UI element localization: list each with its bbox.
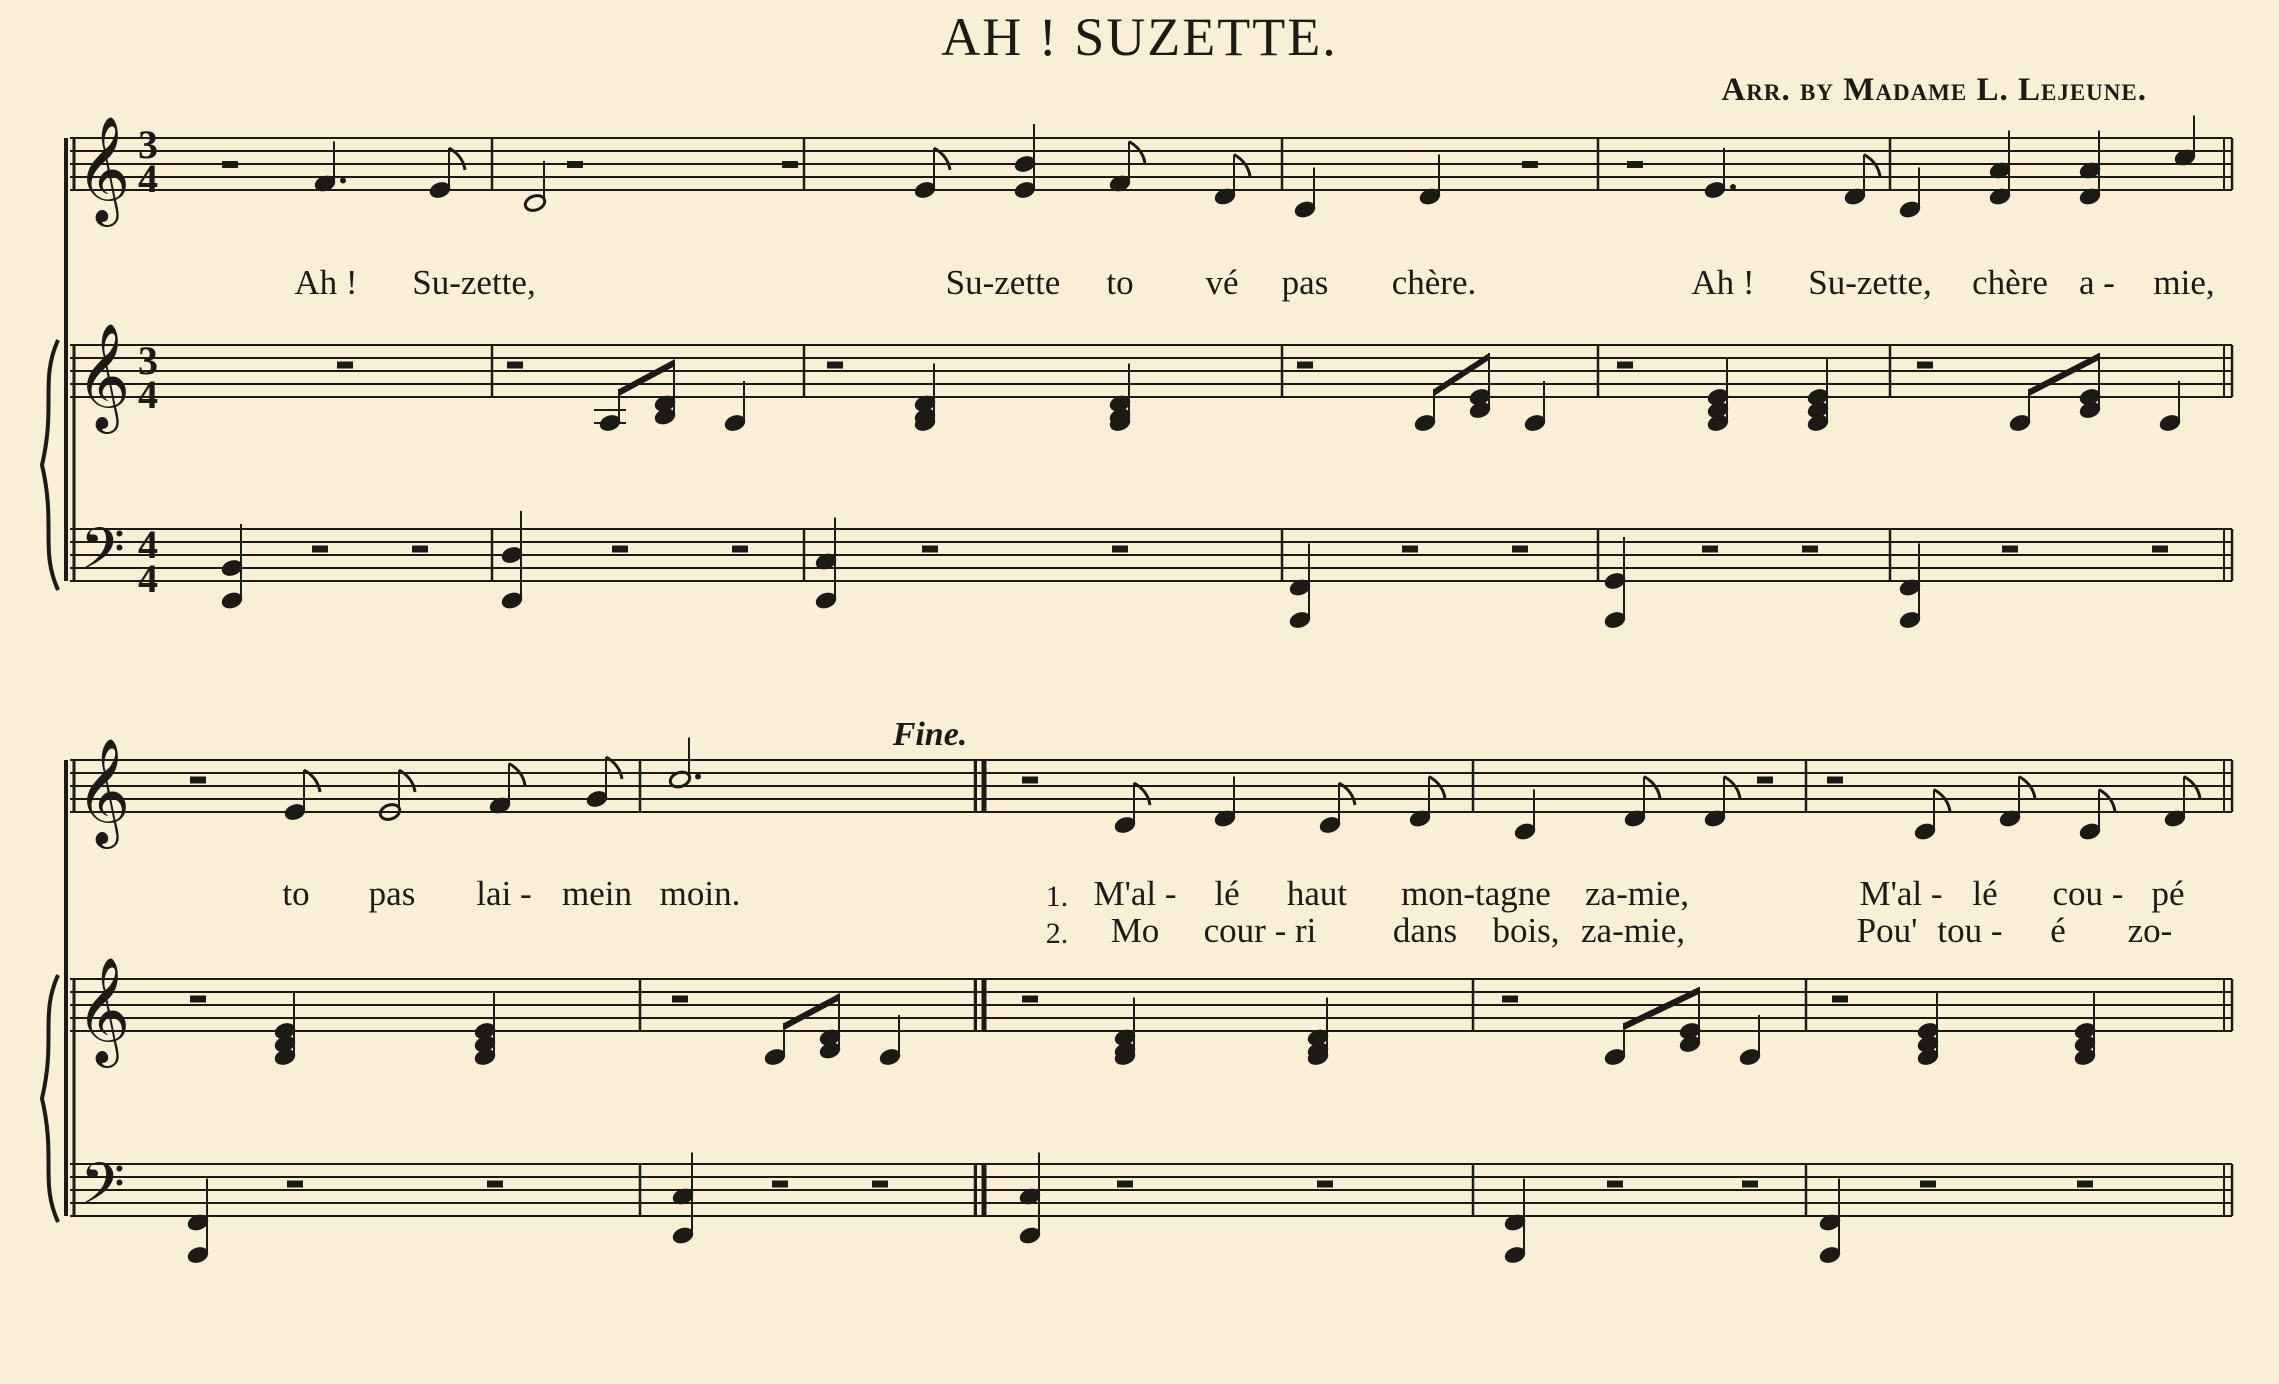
lyric: haut	[1286, 874, 1348, 913]
bass-clef-icon: 𝄢	[80, 1150, 126, 1232]
lyric: pas	[368, 874, 416, 913]
piano-treble-time-signature: 3 4	[138, 338, 158, 417]
lyric: lé	[1972, 874, 1998, 913]
note-flag	[1724, 777, 1740, 799]
lyric: to	[1106, 263, 1134, 302]
lyric: tou -	[1937, 911, 2003, 950]
beam	[1624, 987, 1699, 1030]
brace-icon	[42, 340, 58, 590]
verse-number: 1.	[1045, 880, 1069, 913]
arranger-credit: Arr. by Madame L. Lejeune.	[1721, 72, 2147, 108]
rest	[1112, 546, 1128, 553]
rest	[782, 161, 798, 168]
note-flag	[2184, 777, 2200, 799]
rest	[312, 546, 328, 553]
rest	[672, 996, 688, 1003]
piano-bass-time-signature: 4 4	[138, 522, 158, 601]
fine-marking: Fine.	[892, 716, 968, 753]
rest	[1917, 362, 1933, 369]
dot	[695, 774, 701, 780]
lyric: mein	[562, 874, 632, 913]
lyric: za-mie,	[1581, 911, 1685, 950]
rest	[1802, 546, 1818, 553]
rest	[1920, 1181, 1936, 1188]
rest	[2002, 546, 2018, 553]
rest	[1022, 996, 1038, 1003]
lyric: Ah !	[1691, 263, 1755, 302]
rest	[190, 777, 206, 784]
lyric: to	[282, 874, 310, 913]
lyric: cour - ri	[1203, 911, 1317, 950]
rest	[1617, 362, 1633, 369]
beam	[784, 994, 839, 1031]
rest	[872, 1181, 888, 1188]
lyric: mon-tagne	[1401, 874, 1551, 913]
lyric: Su-zette,	[412, 263, 536, 302]
lyric: vé	[1205, 263, 1239, 302]
rest	[1742, 1181, 1758, 1188]
rest	[287, 1181, 303, 1188]
note-flag	[2019, 777, 2035, 799]
lyric: Su-zette	[945, 263, 1061, 302]
lyric: za-mie,	[1585, 874, 1689, 913]
rest	[1827, 777, 1843, 784]
lyric: chère	[1972, 263, 2048, 302]
verse-number: 2.	[1045, 917, 1069, 950]
piece-title: AH ! SUZETTE.	[941, 7, 1338, 67]
rest	[827, 362, 843, 369]
rest	[222, 161, 238, 168]
rest	[1522, 161, 1538, 168]
rest	[772, 1181, 788, 1188]
lyric: cou -	[2052, 874, 2124, 913]
note-flag	[1864, 155, 1880, 177]
lyric: é	[2050, 911, 2066, 950]
note-flag	[1234, 155, 1250, 177]
rest	[1022, 777, 1038, 784]
note-flag	[1934, 790, 1950, 812]
note-flag	[509, 764, 525, 786]
rest	[507, 362, 523, 369]
lyric: lai -	[476, 874, 532, 913]
rest	[487, 1181, 503, 1188]
rest	[1832, 996, 1848, 1003]
rest	[2077, 1181, 2093, 1188]
lyric: chère.	[1391, 263, 1477, 302]
rest	[1757, 777, 1773, 784]
lyric: Mo	[1110, 911, 1160, 950]
lyric: a -	[2079, 263, 2115, 302]
treble-clef-icon: 𝄞	[76, 737, 131, 844]
rest	[1627, 161, 1643, 168]
beam	[619, 360, 674, 397]
rest	[732, 546, 748, 553]
lyric: M'al -	[1859, 874, 1943, 913]
beam	[2029, 353, 2099, 396]
treble-clef-icon: 𝄞	[76, 322, 131, 429]
clefs	[76, 115, 130, 1232]
voice-time-signature: 3 4	[138, 122, 158, 201]
bass-clef-icon: 𝄢	[80, 515, 126, 597]
rest	[567, 161, 583, 168]
lyric: pas	[1281, 263, 1329, 302]
note-flag	[1429, 777, 1445, 799]
lyric: mie,	[2153, 263, 2215, 302]
lyric: zo-	[2127, 911, 2173, 950]
rest	[190, 996, 206, 1003]
note-flag	[1129, 142, 1145, 164]
rest	[1502, 996, 1518, 1003]
rest	[412, 546, 428, 553]
lyric: M'al -	[1093, 874, 1177, 913]
lyric: pé	[2151, 874, 2185, 913]
rest	[337, 362, 353, 369]
note-flag	[1644, 777, 1660, 799]
rest	[2152, 546, 2168, 553]
rest	[1117, 1181, 1133, 1188]
treble-clef-icon: 𝄞	[76, 115, 131, 222]
lyric: Ah !	[294, 263, 358, 302]
dot	[340, 178, 346, 184]
rest	[1512, 546, 1528, 553]
lyric: moin.	[659, 874, 741, 913]
lyric: Pou'	[1856, 911, 1918, 950]
rest	[1402, 546, 1418, 553]
rest	[922, 546, 938, 553]
treble-clef-icon: 𝄞	[76, 956, 131, 1063]
note-flag	[2099, 790, 2115, 812]
rest	[1607, 1181, 1623, 1188]
lyric: lé	[1214, 874, 1240, 913]
rest	[1317, 1181, 1333, 1188]
dot	[1730, 184, 1736, 190]
lyric: dans	[1392, 911, 1458, 950]
rest	[1702, 546, 1718, 553]
rest	[612, 546, 628, 553]
lyric: Su-zette,	[1808, 263, 1932, 302]
rest	[1297, 362, 1313, 369]
brace-icon	[42, 975, 58, 1222]
lyric: bois,	[1492, 911, 1560, 950]
